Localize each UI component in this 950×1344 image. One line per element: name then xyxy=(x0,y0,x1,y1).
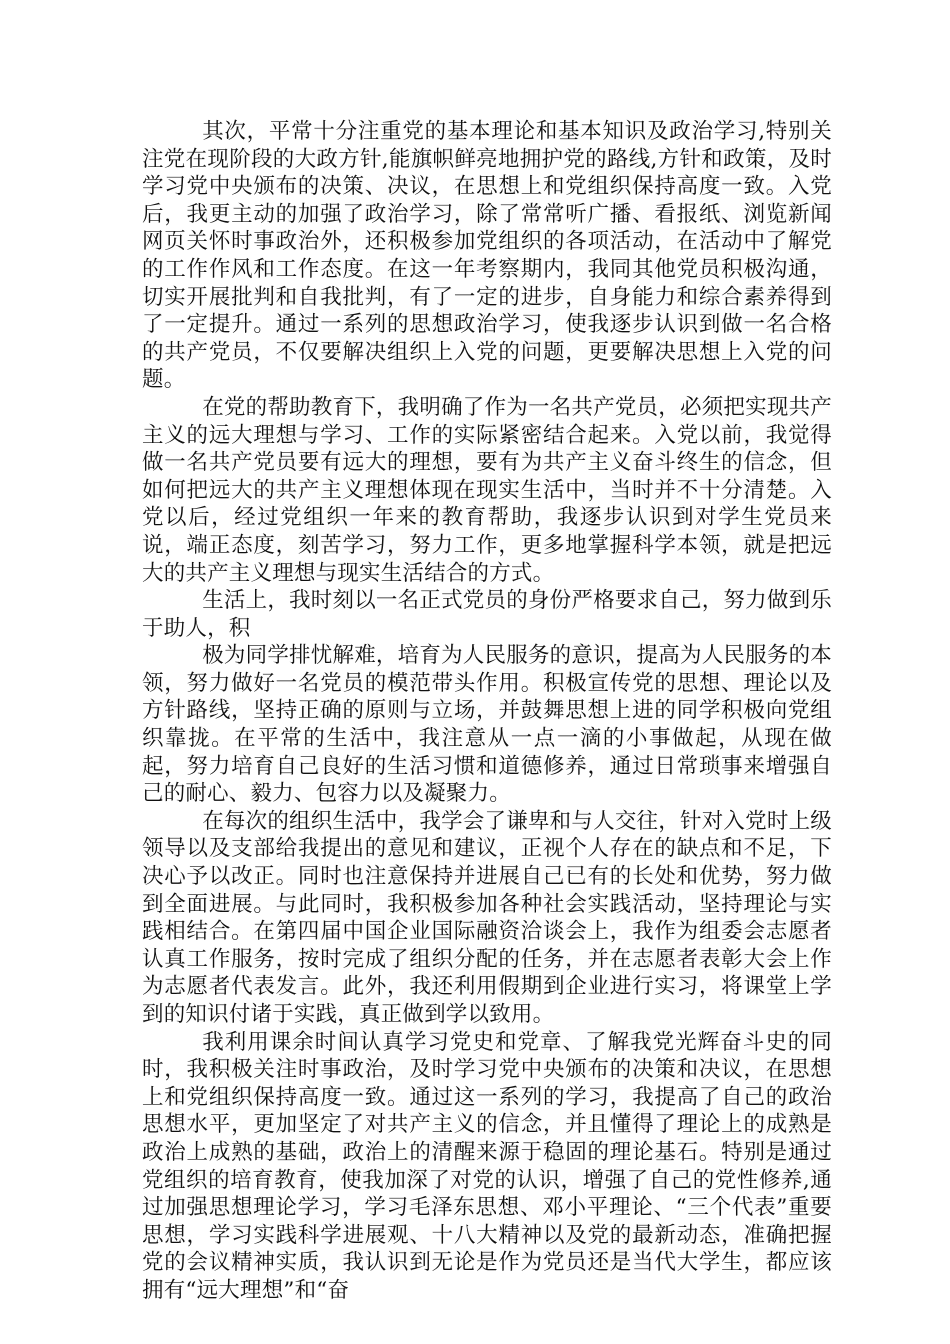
paragraph-organization-life: 在每次的组织生活中，我学会了谦卑和与人交往，针对入党时上级领导以及支部给我提出的意见和建议，正视个人存在的缺点和不足，下决心予以改正。同时也注意保持并进展自己已有的长处和优势，努力做到全面进展。与此同时，我积极参加各种社会实践活动，坚持理论与实践相结合。在第四届中国企业国际融资洽谈会上，我作为组委会志愿者认真工作服务，按时完成了组织分配的任务，并在志愿者表彰大会上作为志愿者代表发言。此外，我还利用假期到企业进行实习，将课堂上学到的知识付诸于实践，真正做到学以致用。 xyxy=(142,808,832,1027)
paragraph-ideals: 在党的帮助教育下，我明确了作为一名共产党员，必须把实现共产主义的远大理想与学习、工作的实际紧密结合起来。入党以前，我觉得做一名共产党员要有远大的理想，要有为共产主义奋斗终生的信念，但如何把远大的共产主义理想体现在现实生活中，当时并不十分清楚。入党以后，经过党组织一年来的教育帮助，我逐步认识到对学生党员来说，端正态度，刻苦学习，努力工作，更多地掌握科学本领，就是把远大的共产主义理想与现实生活结合的方式。 xyxy=(142,394,832,586)
paragraph-helping-classmates: 极为同学排忧解难，培育为人民服务的意识，提高为人民服务的本领，努力做好一名党员的模范带头作用。积极宣传党的思想、理论以及方针路线，坚持正确的原则与立场，并鼓舞思想上进的同学积极向党组织靠拢。在平常的生活中，我注意从一点一滴的小事做起，从现在做起，努力培育自己良好的生活习惯和道德修养，通过日常琐事来增强自己的耐心、毅力、包容力以及凝聚力。 xyxy=(142,643,832,807)
paragraph-theory-study: 其次，平常十分注重党的基本理论和基本知识及政治学习,特别关注党在现阶段的大政方针,能旗帜鲜亮地拥护党的路线,方针和政策，及时学习党中央颁布的决策、决议，在思想上和党组织保持高度一致。入党后，我更主动的加强了政治学习，除了常常听广播、看报纸、浏览新闻网页关怀时事政治外，还积极参加党组织的各项活动，在活动中了解党的工作作风和工作态度。在这一年考察期内，我同其他党员积极沟通，切实开展批判和自我批判，有了一定的进步，自身能力和综合素养得到了一定提升。通过一系列的思想政治学习，使我逐步认识到做一名合格的共产党员，不仅要解决组织上入党的问题，更要解决思想上入党的问题。 xyxy=(142,119,832,393)
document-body xyxy=(142,118,832,1305)
paragraph-party-history-study: 我利用课余时间认真学习党史和党章、了解我党光辉奋斗史的同时，我积极关注时事政治，及时学习党中央颁布的决策和决议，在思想上和党组织保持高度一致。通过这一系列的学习，我提高了自己的政治思想水平，更加坚定了对共产主义的信念，并且懂得了理论上的成熟是政治上成熟的基础，政治上的清醒来源于稳固的理论基石。特别是通过党组织的培育教育，使我加深了对党的认识，增强了自己的党性修养,通过加强思想理论学习，学习毛泽东思想、邓小平理论、“三个代表”重要思想，学习实践科学进展观、十八大精神以及党的最新动态，准确把握党的会议精神实质，我认识到无论是作为党员还是当代大学生，都应该拥有“远大理想”和“奋 xyxy=(142,1029,832,1303)
paragraph-life-attitude: 生活上，我时刻以一名正式党员的身份严格要求自己，努力做到乐于助人，积 xyxy=(142,588,832,641)
